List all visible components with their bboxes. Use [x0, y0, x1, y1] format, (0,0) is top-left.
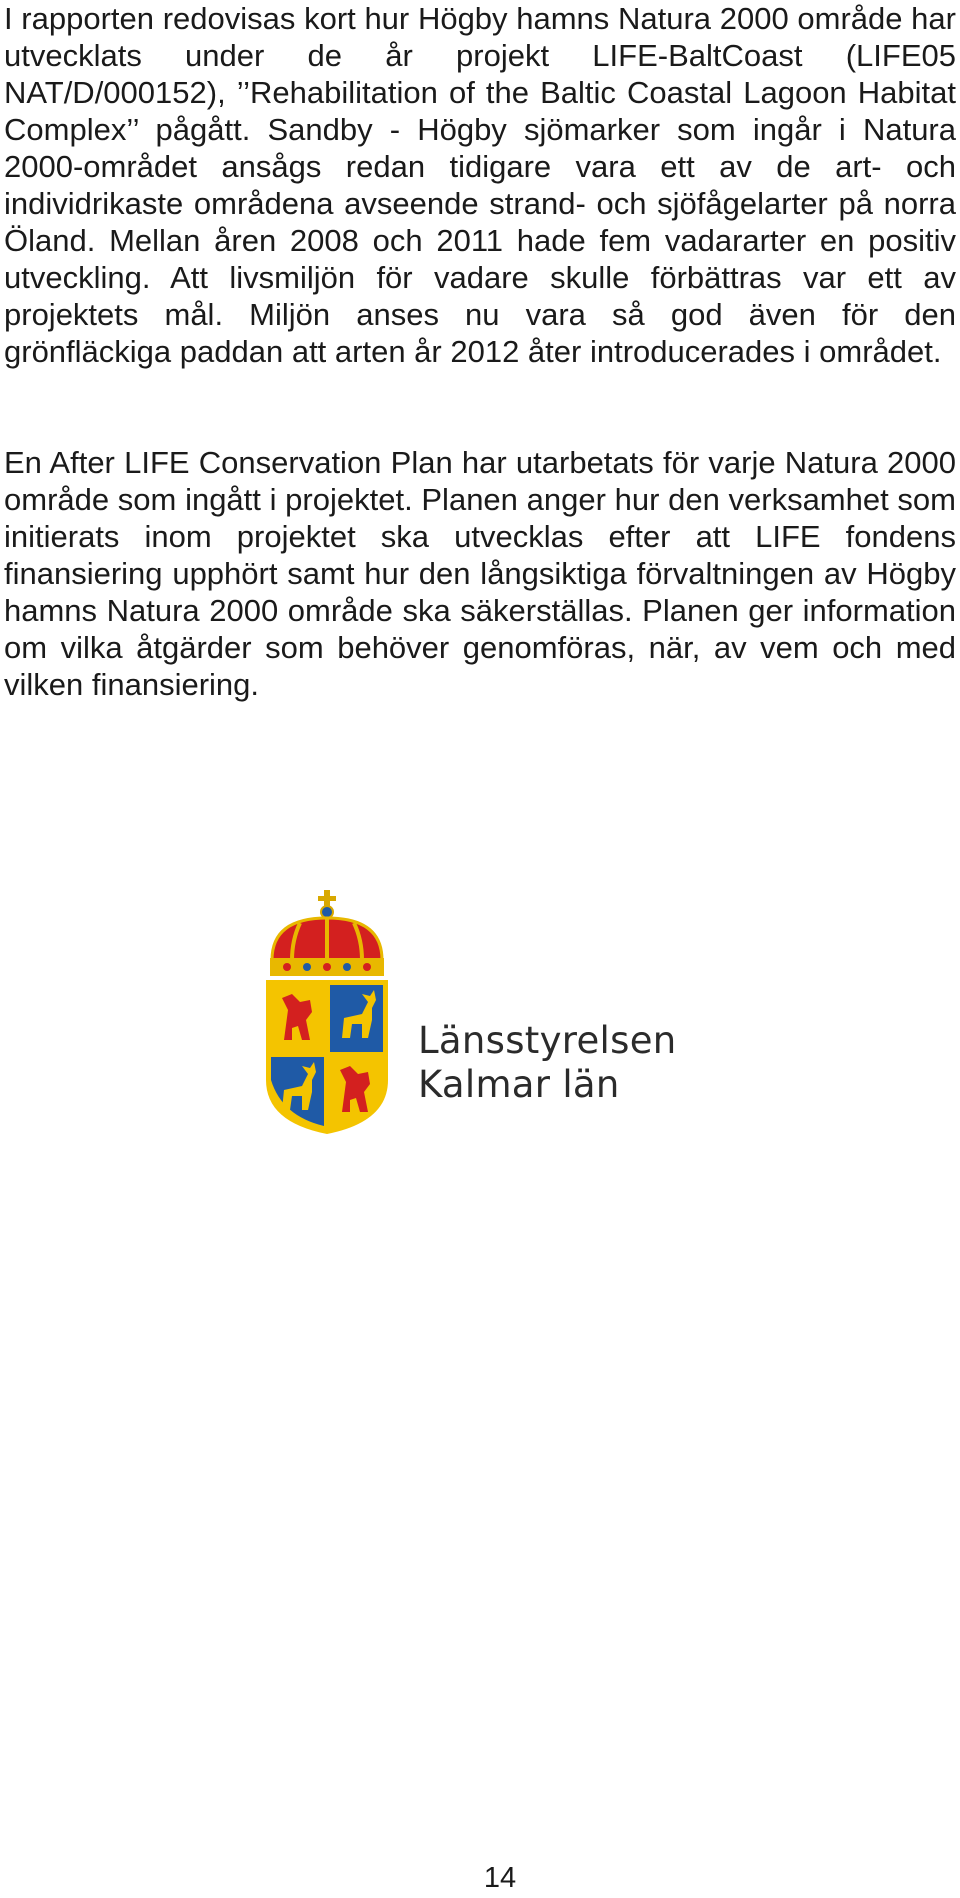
- page-number: 14: [483, 1862, 517, 1894]
- logo-line-1: Länsstyrelsen: [418, 1019, 677, 1062]
- lansstyrelsen-logo: [262, 890, 702, 1136]
- logo-wordmark: [418, 1019, 677, 1107]
- logo-line-2: Kalmar län: [418, 1063, 620, 1106]
- coat-of-arms-icon: [262, 890, 392, 1136]
- paragraph-1: I rapporten redovisas kort hur Högby hamns Natura 2000 område har utvecklats under de år projekt LIFE-BaltCoast (LIFE05 NAT/D/000152), ’’Rehabilitation of the Baltic Coastal Lagoon Habitat Complex’’ pågått. Sandby - Högby sjömarker som ingår i Natura 2000-området ansågs redan tidigare vara ett av de art- och individrikaste områdena avseende strand- och sjöfågelarter på norra Öland. Mellan åren 2008 och 2011 hade fem vadararter en positiv utveckling. Att livsmiljön för vadare skulle förbättras var ett av projektets mål. Miljön anses nu vara så god även för den grönfläckiga paddan att arten år 2012 åter introducerades i området.: [4, 1, 956, 369]
- paragraph-2: En After LIFE Conservation Plan har utarbetats för varje Natura 2000 område som ingått i projektet. Planen anger hur den verksamhet som initierats inom projektet ska utvecklas efter att LIFE fondens finansiering upphört samt hur den långsiktiga förvaltningen av Högby hamns Natura 2000 område ska säkerställas. Planen ger information om vilka åtgärder som behöver genomföras, när, av vem och med vilken finansiering.: [4, 445, 956, 702]
